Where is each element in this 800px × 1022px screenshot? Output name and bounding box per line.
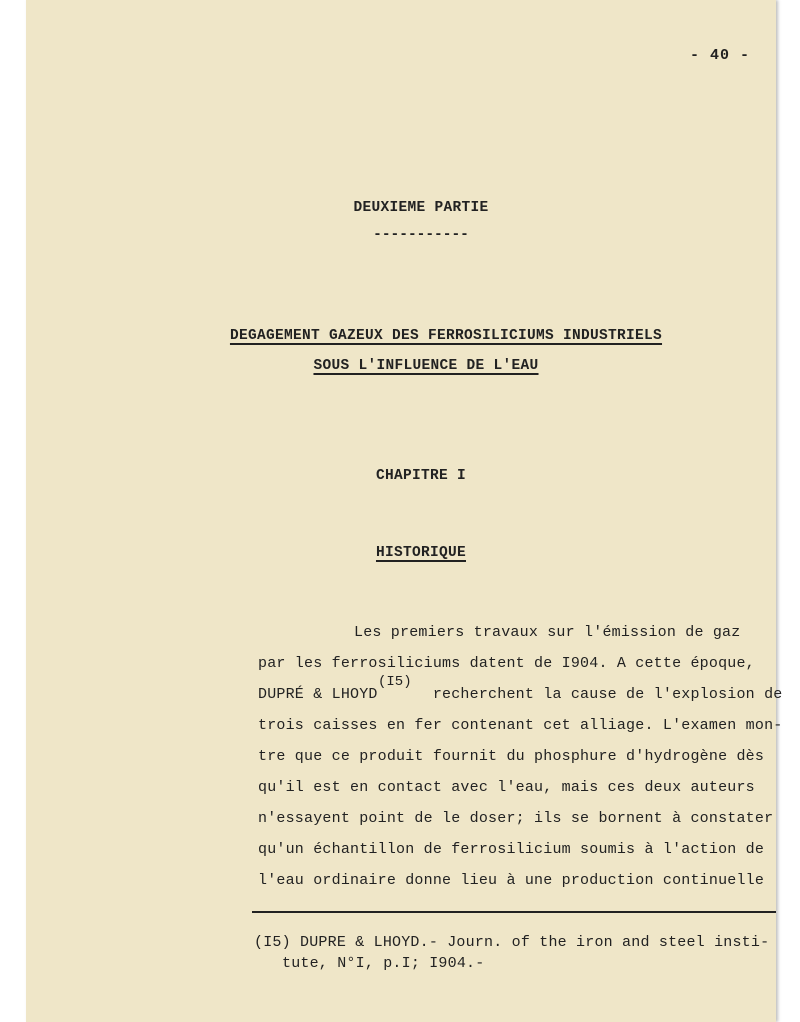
main-title-line-2: SOUS L'INFLUENCE DE L'EAU [313, 358, 539, 374]
body-line: Les premiers travaux sur l'émission de gaz [354, 624, 741, 641]
main-title-line-1: DEGAGEMENT GAZEUX DES FERROSILICIUMS INDUSTRIELS [229, 328, 663, 344]
body-line: qu'un échantillon de ferrosilicium soumis à l'action de [258, 841, 765, 858]
part-title: DEUXIEME PARTIE [353, 200, 489, 216]
footnote-line-1: (I5) DUPRE & LHOYD.- Journ. of the iron and steel insti- [254, 934, 770, 951]
section-heading: HISTORIQUE [375, 545, 466, 561]
footnote-line-2: tute, N°I, p.I; I904.- [282, 955, 485, 972]
body-line: tre que ce produit fournit du phosphure d'hydrogène dès [258, 748, 765, 765]
body-line: l'eau ordinaire donne lieu à une production continuelle [258, 872, 765, 889]
footnote-reference: (I5) [378, 674, 412, 690]
body-line: trois caisses en fer contenant cet alliage. L'examen mon- [258, 717, 783, 734]
page-number: - 40 - [689, 47, 750, 64]
body-line: n'essayent point de le doser; ils se bornent à constater [258, 810, 774, 827]
body-line: qu'il est en contact avec l'eau, mais ces deux auteurs [258, 779, 755, 796]
body-line: DUPRÉ & LHOYD recherchent la cause de l'explosion de [258, 686, 783, 703]
part-title-underline: ----------- [373, 227, 469, 243]
chapter-heading: CHAPITRE I [375, 468, 466, 484]
document-page [26, 0, 783, 1022]
footnote-divider [252, 911, 776, 913]
body-line: par les ferrosiliciums datent de I904. A cette époque, [258, 655, 755, 672]
